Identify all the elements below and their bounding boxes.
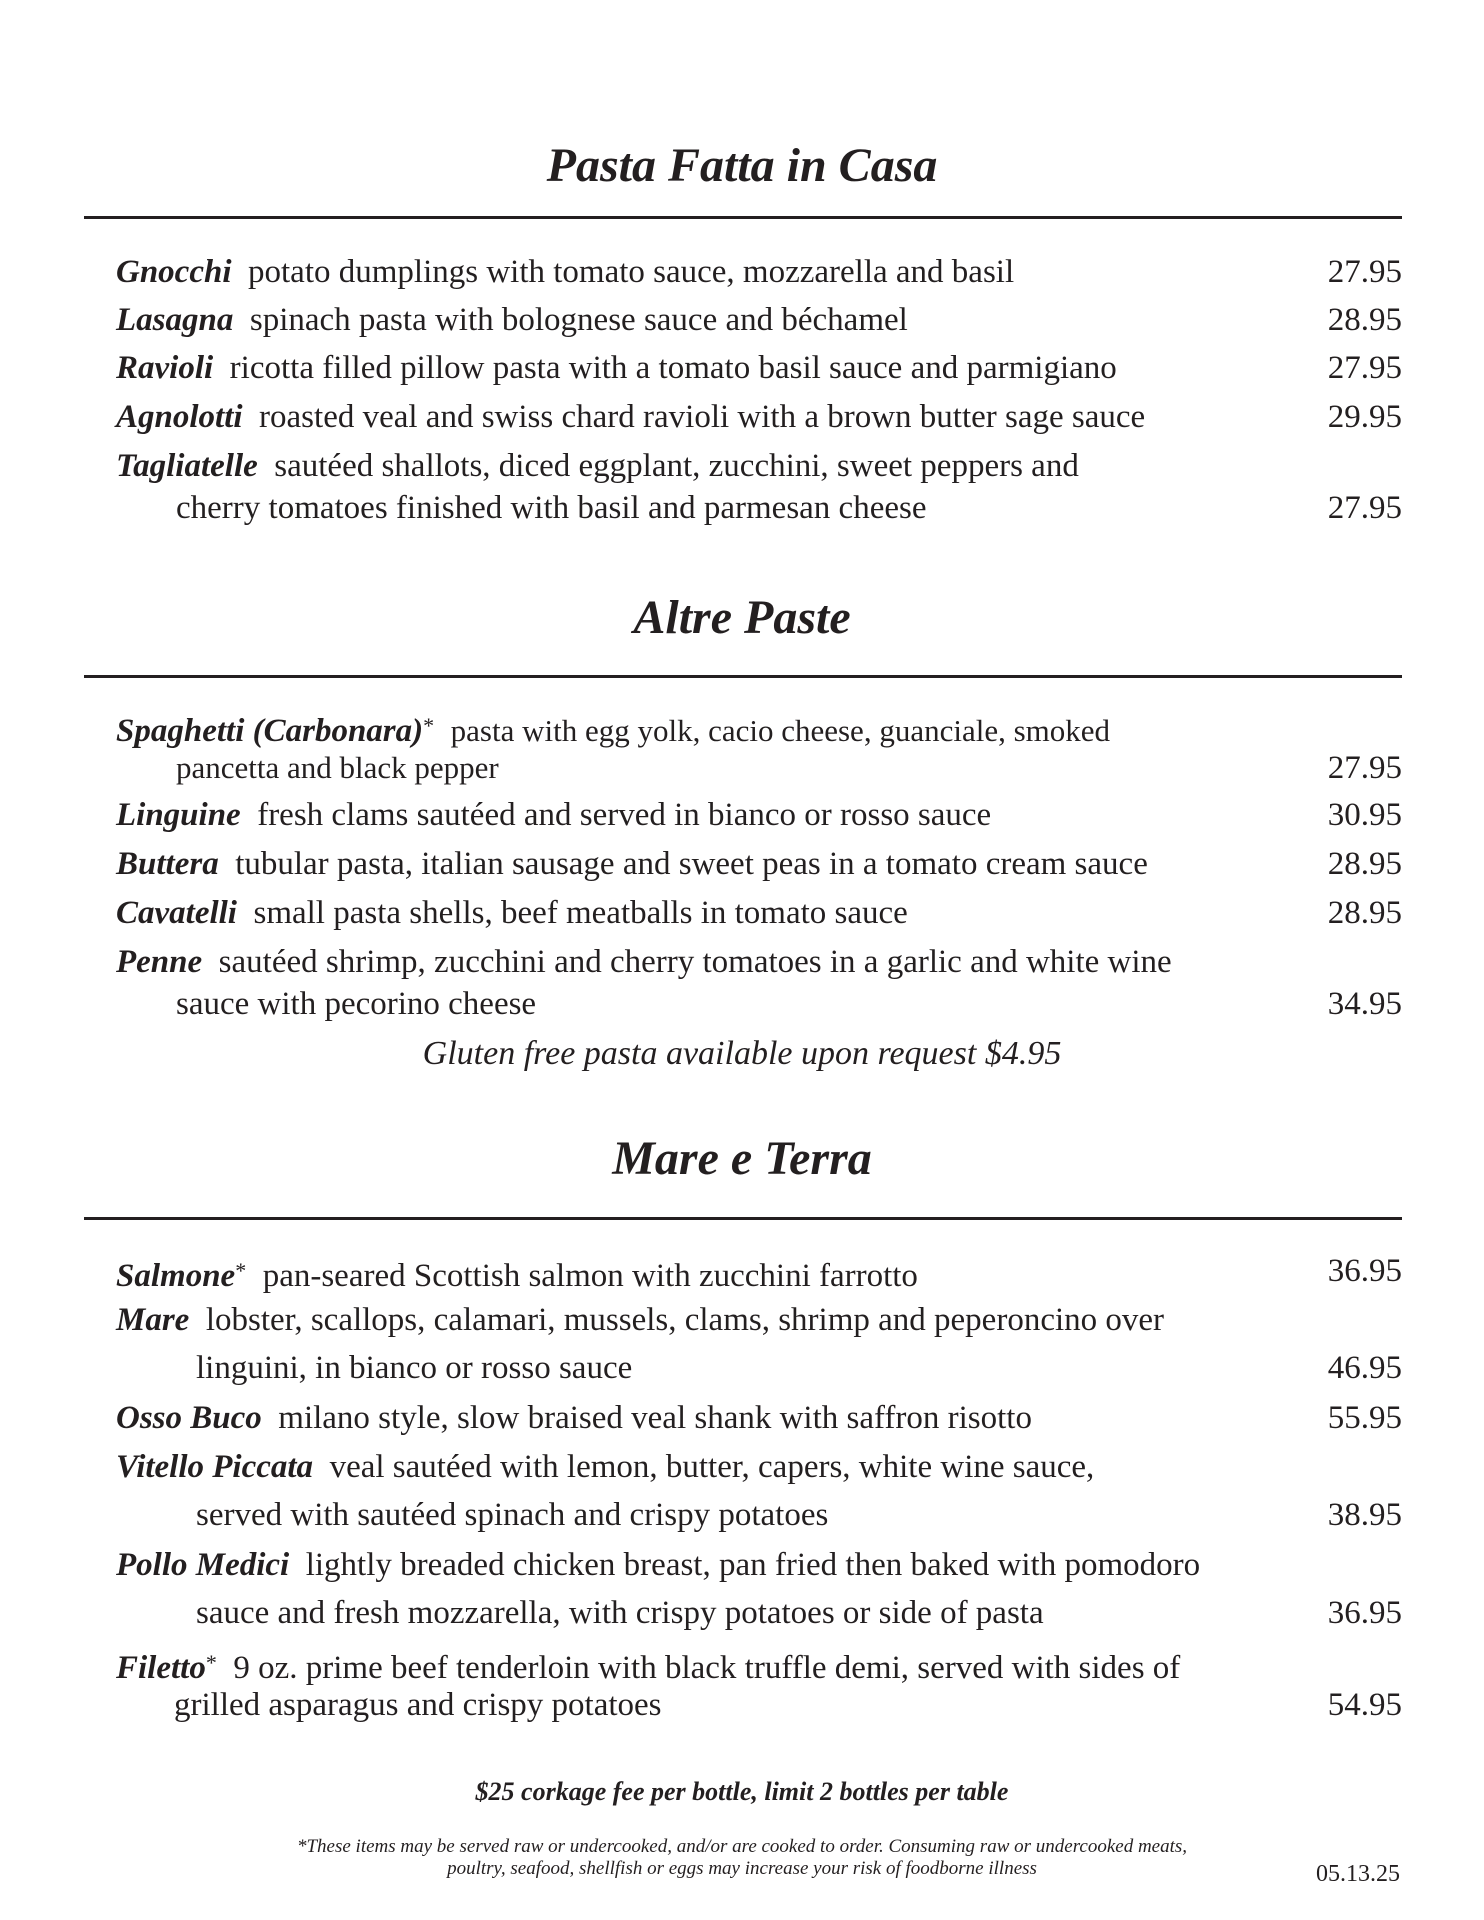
menu-item-lasagna bbox=[0, 298, 1484, 342]
menu-item-salmone bbox=[0, 1249, 1484, 1293]
section-divider bbox=[84, 216, 1402, 219]
section-title-pasta-fatta-in-casa: Pasta Fatta in Casa bbox=[546, 139, 938, 192]
item-name: Spaghetti (Carbonara) bbox=[116, 713, 424, 749]
item-name: Lasagna bbox=[116, 302, 234, 338]
item-price: 28.95 bbox=[1327, 846, 1402, 882]
item-name: Cavatelli bbox=[116, 895, 237, 931]
item-price: 28.95 bbox=[1327, 302, 1402, 338]
item-price: 27.95 bbox=[1327, 350, 1402, 386]
item-description: tubular pasta, italian sausage and sweet peas in a tomato cream sauce bbox=[235, 846, 1148, 882]
item-name: Salmone bbox=[116, 1258, 236, 1294]
item-price: 38.95 bbox=[1327, 1497, 1402, 1533]
menu-item-pollo-medici bbox=[0, 1543, 1484, 1635]
item-description-continued: served with sautéed spinach and crispy potatoes bbox=[196, 1497, 829, 1533]
item-name: Buttera bbox=[116, 846, 219, 882]
item-price: 36.95 bbox=[1327, 1253, 1402, 1289]
item-price: 27.95 bbox=[1327, 750, 1402, 786]
item-description: fresh clams sautéed and served in bianco or rosso sauce bbox=[257, 797, 992, 833]
item-description: ricotta filled pillow pasta with a tomato basil sauce and parmigiano bbox=[229, 350, 1117, 386]
item-price: 27.95 bbox=[1327, 490, 1402, 526]
item-description: sautéed shallots, diced eggplant, zucchini, sweet peppers and bbox=[274, 448, 1079, 484]
item-description: small pasta shells, beef meatballs in tomato sauce bbox=[253, 895, 908, 931]
menu-item-osso-buco bbox=[0, 1396, 1484, 1440]
raw-warning-asterisk: * bbox=[235, 1258, 247, 1283]
section-title-altre-paste: Altre Paste bbox=[633, 591, 851, 644]
raw-food-disclaimer-line-2: poultry, seafood, shellfish or eggs may increase your risk of foodborne illness bbox=[447, 1858, 1037, 1879]
menu-item-tagliatelle bbox=[0, 444, 1484, 530]
menu-item-spaghetti-carbonara bbox=[0, 704, 1484, 790]
menu-item-buttera bbox=[0, 842, 1484, 886]
item-price: 27.95 bbox=[1327, 254, 1402, 290]
item-description-continued: grilled asparagus and crispy potatoes bbox=[174, 1687, 662, 1723]
menu-item-filetto bbox=[0, 1641, 1484, 1727]
item-description: potato dumplings with tomato sauce, mozzarella and basil bbox=[248, 254, 1015, 290]
item-name: Pollo Medici bbox=[116, 1547, 290, 1583]
item-name: Filetto bbox=[116, 1650, 206, 1686]
item-description: roasted veal and swiss chard ravioli with a brown butter sage sauce bbox=[259, 399, 1146, 435]
item-description: lightly breaded chicken breast, pan fried then baked with pomodoro bbox=[305, 1547, 1201, 1583]
corkage-fee-note: $25 corkage fee per bottle, limit 2 bottles per table bbox=[475, 1777, 1009, 1806]
menu-item-linguine bbox=[0, 793, 1484, 837]
gluten-free-note: Gluten free pasta available upon request $4.95 bbox=[422, 1035, 1062, 1072]
item-name: Agnolotti bbox=[116, 399, 243, 435]
item-name: Ravioli bbox=[116, 350, 214, 386]
section-divider bbox=[84, 675, 1402, 678]
item-name: Mare bbox=[116, 1302, 190, 1338]
item-description-continued: sauce and fresh mozzarella, with crispy potatoes or side of pasta bbox=[196, 1595, 1044, 1631]
item-description: pasta with egg yolk, cacio cheese, guanciale, smoked bbox=[450, 713, 1111, 748]
item-name: Osso Buco bbox=[116, 1400, 262, 1436]
menu-item-penne bbox=[0, 940, 1484, 1026]
menu-item-gnocchi bbox=[0, 250, 1484, 294]
raw-food-disclaimer-line-1: *These items may be served raw or undercooked, and/or are cooked to order. Consuming raw or undercooked meats, bbox=[296, 1836, 1188, 1857]
item-price: 28.95 bbox=[1327, 895, 1402, 931]
menu-item-cavatelli bbox=[0, 891, 1484, 935]
item-price: 29.95 bbox=[1327, 399, 1402, 435]
item-description: 9 oz. prime beef tenderloin with black truffle demi, served with sides of bbox=[233, 1650, 1181, 1686]
menu-item-mare bbox=[0, 1298, 1484, 1390]
item-description-continued: pancetta and black pepper bbox=[176, 750, 499, 785]
item-description-continued: linguini, in bianco or rosso sauce bbox=[196, 1350, 633, 1386]
item-description-continued: sauce with pecorino cheese bbox=[176, 986, 537, 1022]
item-name: Tagliatelle bbox=[116, 448, 258, 484]
item-name: Linguine bbox=[116, 797, 241, 833]
item-price: 30.95 bbox=[1327, 797, 1402, 833]
item-price: 54.95 bbox=[1327, 1687, 1402, 1723]
item-name: Vitello Piccata bbox=[116, 1449, 314, 1485]
menu-item-agnolotti bbox=[0, 395, 1484, 439]
menu-item-vitello-piccata bbox=[0, 1445, 1484, 1537]
item-description: milano style, slow braised veal shank with saffron risotto bbox=[278, 1400, 1032, 1436]
raw-warning-asterisk: * bbox=[423, 713, 435, 738]
item-description-continued: cherry tomatoes finished with basil and parmesan cheese bbox=[176, 490, 927, 526]
item-price: 34.95 bbox=[1327, 986, 1402, 1022]
item-description: spinach pasta with bolognese sauce and béchamel bbox=[249, 302, 908, 338]
item-description: lobster, scallops, calamari, mussels, clams, shrimp and peperoncino over bbox=[205, 1302, 1165, 1338]
item-description: veal sautéed with lemon, butter, capers, white wine sauce, bbox=[329, 1449, 1095, 1485]
item-price: 55.95 bbox=[1327, 1400, 1402, 1436]
item-price: 46.95 bbox=[1327, 1350, 1402, 1386]
section-divider bbox=[84, 1217, 1402, 1220]
item-description: pan-seared Scottish salmon with zucchini farrotto bbox=[262, 1258, 918, 1294]
raw-warning-asterisk: * bbox=[205, 1650, 217, 1675]
section-title-mare-e-terra: Mare e Terra bbox=[612, 1132, 872, 1185]
menu-item-ravioli bbox=[0, 346, 1484, 390]
menu-date: 05.13.25 bbox=[1316, 1861, 1400, 1887]
item-name: Penne bbox=[116, 944, 203, 980]
item-description: sautéed shrimp, zucchini and cherry tomatoes in a garlic and white wine bbox=[218, 944, 1172, 980]
item-name: Gnocchi bbox=[116, 254, 232, 290]
item-price: 36.95 bbox=[1327, 1595, 1402, 1631]
